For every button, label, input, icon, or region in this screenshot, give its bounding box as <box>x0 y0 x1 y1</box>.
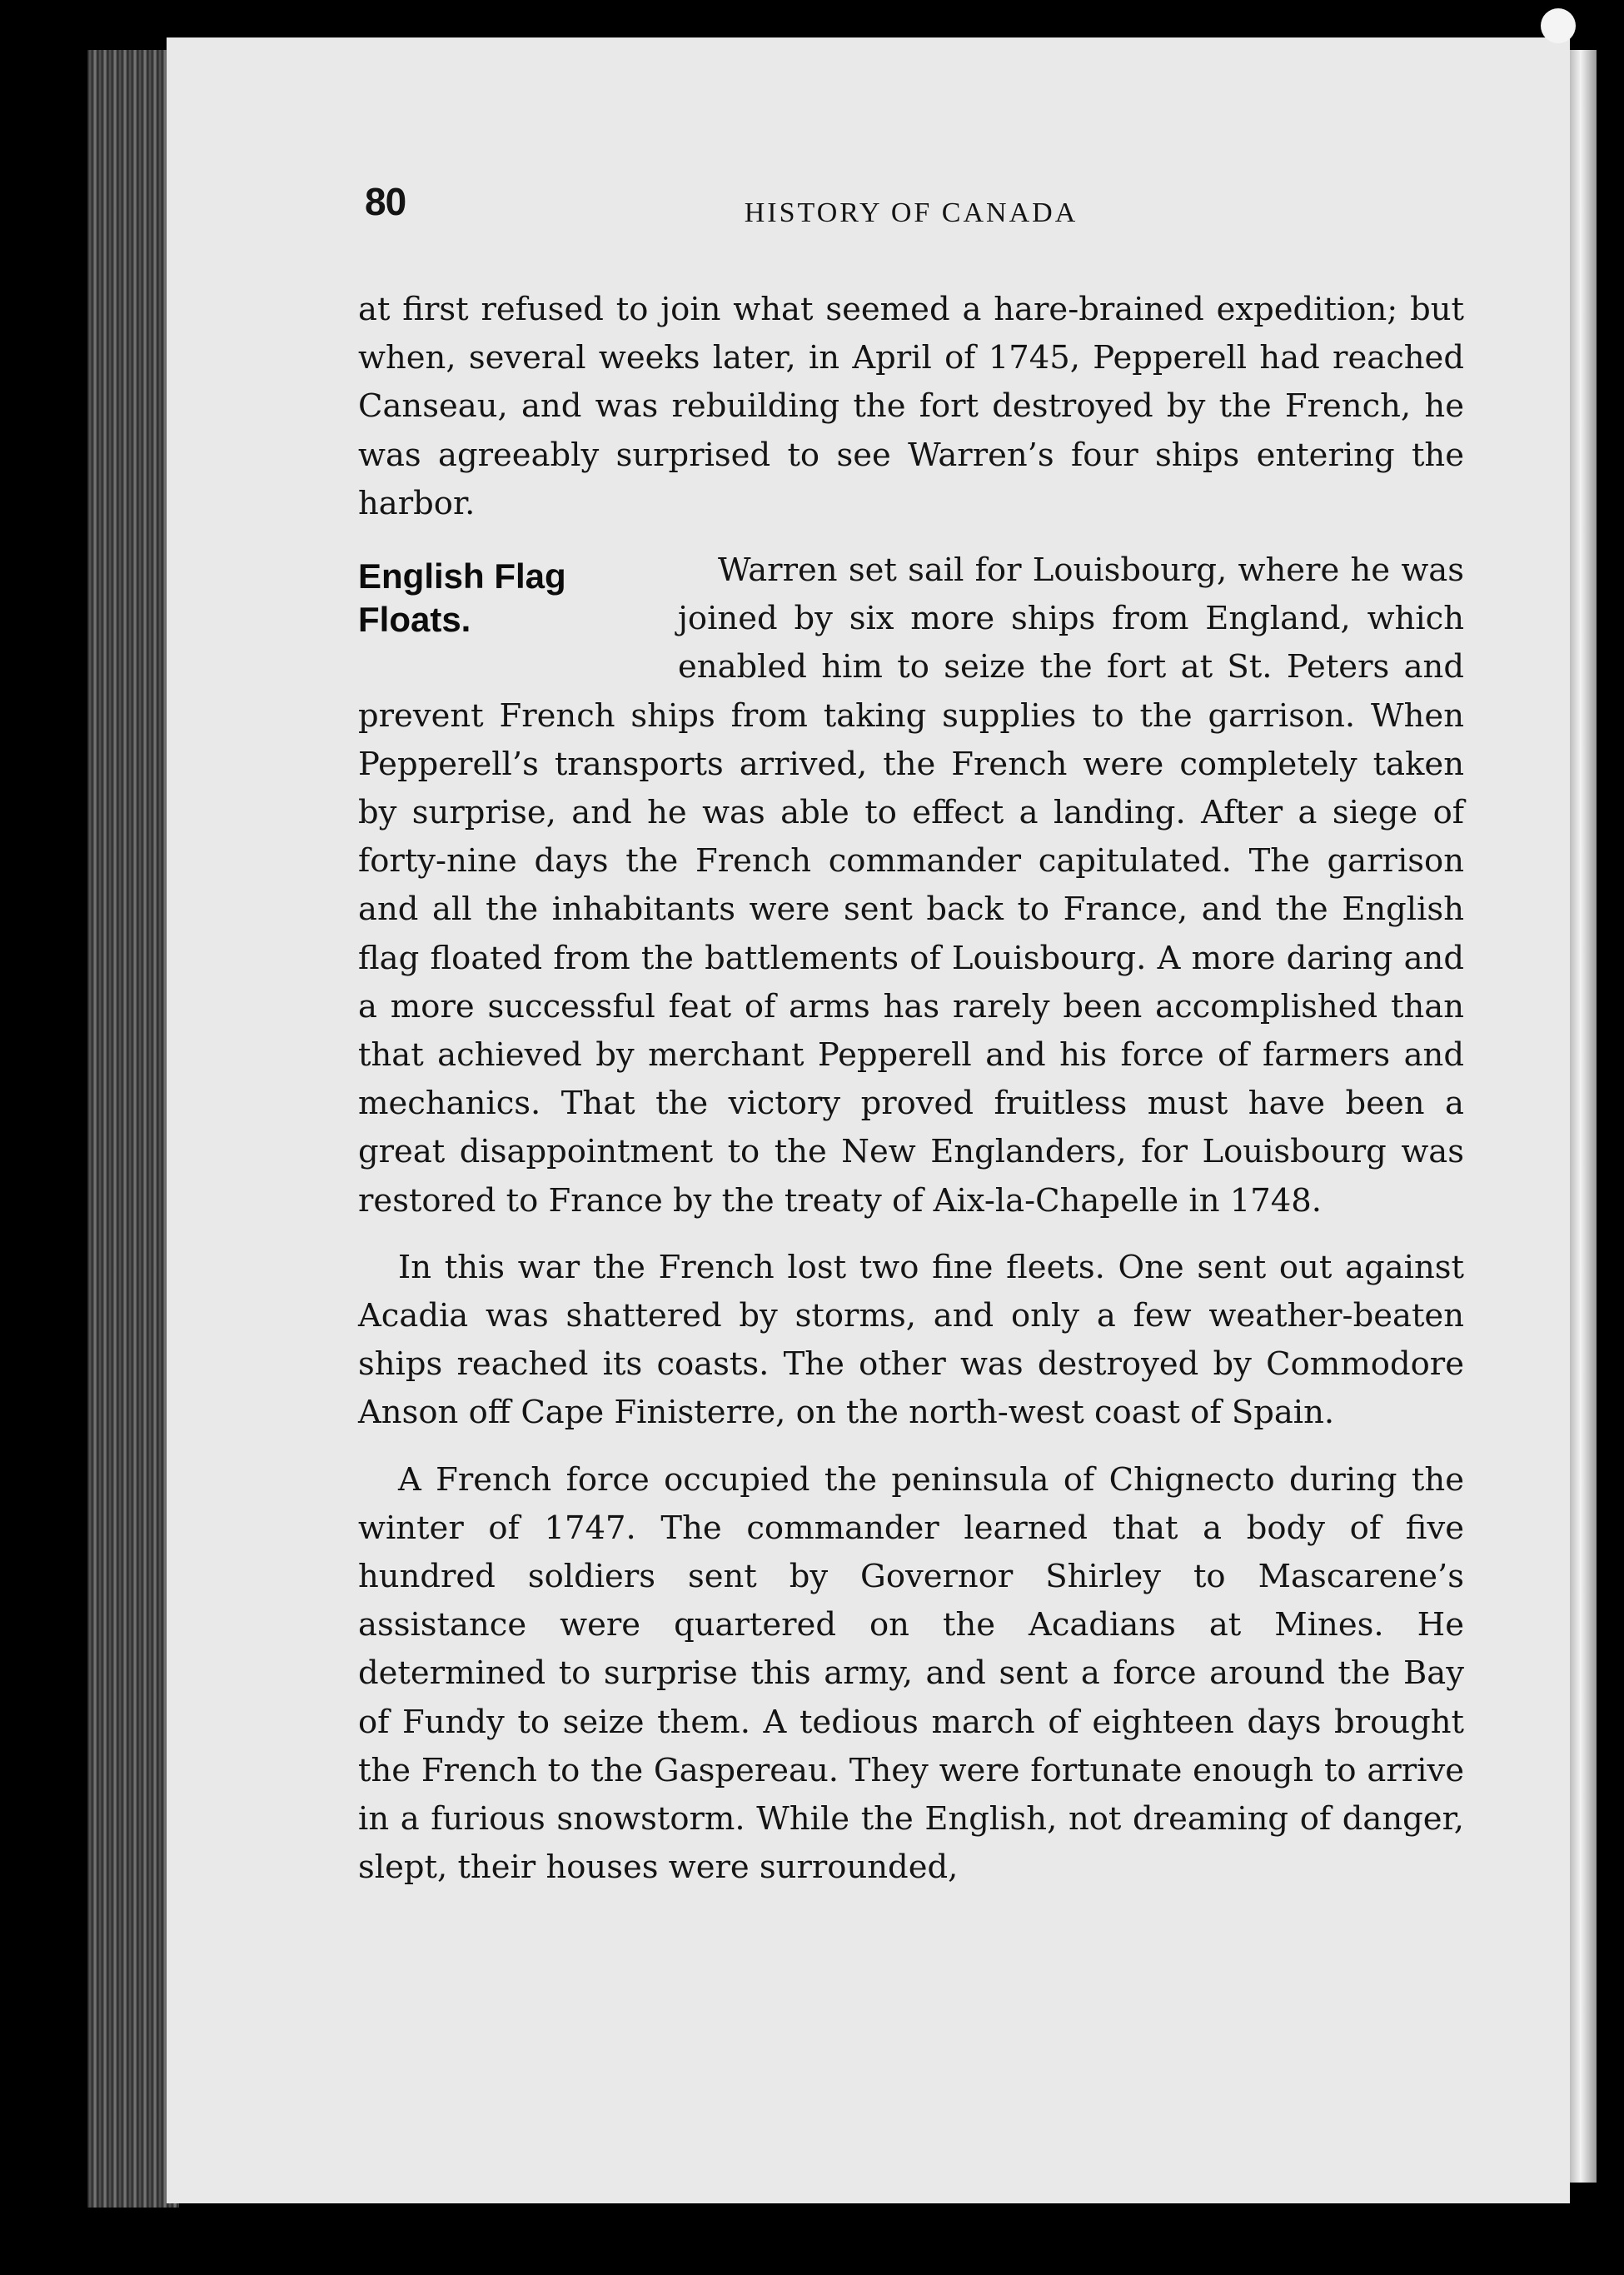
page-right-edge <box>1570 50 1597 2183</box>
page-number: 80 <box>365 180 406 223</box>
book-spine-edge <box>87 50 179 2208</box>
page-header <box>358 179 1464 237</box>
paragraph-2 <box>358 546 1464 1225</box>
paragraph-4: A French force occupied the peninsula of Chignecto during the winter of 1747. The commander learned that a body of five hundred soldiers sent by Governor Shirley to Mascarene’s assistance were quartered on the Acadians at Mines. He determined to surprise this army, and sent a force around the Bay of Fundy to seize them. A tedious march of eighteen days brought the French to the Gaspereau. They were fortunate enough to arrive in a furious snowstorm. While the English, not dreaming of danger, slept, their houses were surrounded, <box>358 1460 1464 1887</box>
page-content <box>358 179 1464 1893</box>
paragraph-1: at first refused to join what seemed a hare-brained expedition; but when, several weeks later, in April of 1745, Pepperell had reached Canseau, and was rebuilding the fort destroyed by the French, he was agreeably surprised to see Warren’s four ships entering the harbor. <box>358 291 1464 522</box>
scan-speck <box>1541 8 1576 43</box>
marginal-heading <box>358 555 666 680</box>
paragraph-3: In this war the French lost two fine fleets. One sent out against Acadia was shattered by storms, and only a few weather-beaten ships reached its coasts. The other was destroyed by Commodore Anson off Cape Finisterre, on the north-west coast of Spain. <box>358 1248 1464 1432</box>
running-title: HISTORY OF CANADA <box>744 197 1079 228</box>
marginal-heading-line-2: Floats. <box>358 600 471 640</box>
marginal-heading-line-1: English Flag <box>358 556 566 596</box>
paragraph-2-text: Warren set sail for Louisbourg, where he was joined by six more ships from England, which enabled him to seize the fort at St. Peters and prevent French ships from taking supplies to the garrison. When Pepperell’s transports arrived, the French were completely taken by surprise, and he was able to effect a landing. After a siege of forty-nine days the French commander capitulated. The garrison and all the inhabitants were sent back to France, and the English flag floated from the battlements of Louisbourg. A more daring and a more successful feat of arms has rarely been accomplished than that achieved by merchant Pepperell and his force of farmers and mechanics. That the victory proved fruitless must have been a great disappointment to the New Englanders, for Louisbourg was restored to France by the treaty of Aix-la-Chapelle in 1748. <box>358 551 1464 1220</box>
